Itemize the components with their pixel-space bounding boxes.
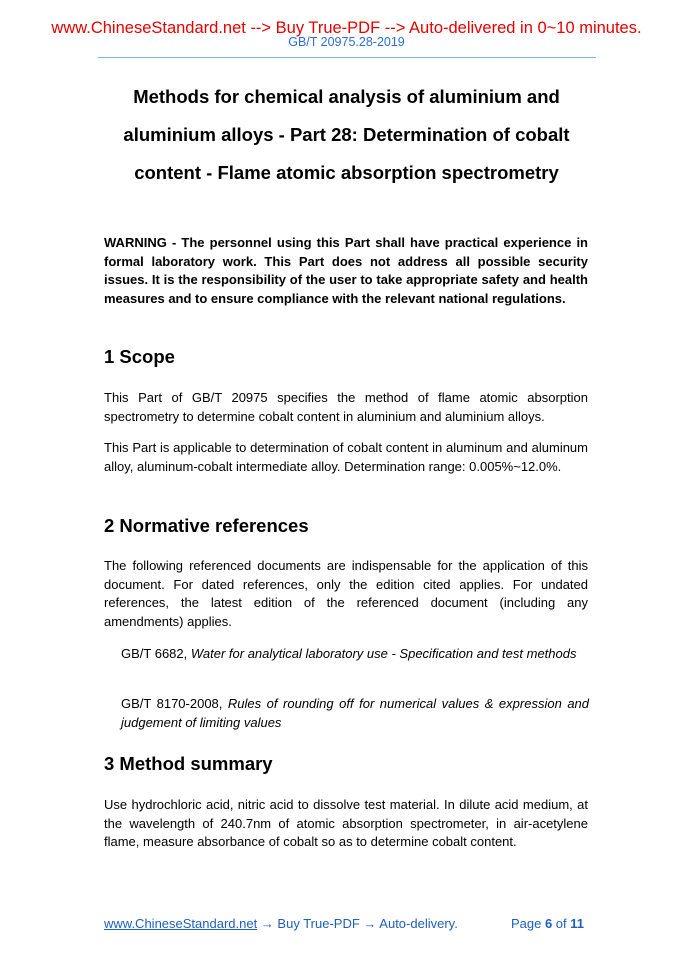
reference-code: GB/T 8170-2008, [121,696,228,711]
promo-banner[interactable]: www.ChineseStandard.net --> Buy True-PDF --> Auto-delivered in 0~10 minutes. [51,19,642,37]
page-total: 11 [570,916,584,931]
warning-paragraph: WARNING - The personnel using this Part shall have practical experience in formal laboratory work. This Part does not address all possible security issues. It is the responsibility of the user to take appropriate safety and health measures and to ensure compliance with the relevant national regulations. [104,235,588,306]
title-line-1: Methods for chemical analysis of aluminium and [133,86,560,107]
reference-item-2 [121,695,589,732]
heading-scope: 1 Scope [104,346,175,367]
heading-normative-references: 2 Normative references [104,515,309,536]
header-divider [98,57,596,58]
reference-title: Rules of rounding off for numerical values & expression and judgement of limiting values [121,696,590,730]
standard-code: GB/T 20975.28-2019 [288,35,405,49]
scope-paragraph-2: This Part is applicable to determination of cobalt content in aluminum and aluminum alloy, aluminum-cobalt intermediate alloy. Determination range: 0.005%~12.0%. [104,440,588,474]
document-title [100,78,593,192]
page-of: of [552,916,571,931]
title-line-2: aluminium alloys - Part 28: Determination of cobalt [123,124,570,145]
page-current: 6 [544,916,553,931]
reference-item-1 [121,645,589,664]
title-line-3: content - Flame atomic absorption spectrometry [134,162,559,183]
footer-text: → Buy True-PDF → Auto-delivery. [257,916,458,931]
page-number [511,916,584,931]
page-footer [104,916,584,931]
heading-method-summary: 3 Method summary [104,753,273,774]
reference-title: Water for analytical laboratory use - Specification and test methods [190,646,577,661]
scope-paragraph-1: This Part of GB/T 20975 specifies the method of flame atomic absorption spectrometry to determine cobalt content in aluminium and aluminium alloys. [104,390,588,424]
footer-link[interactable]: www.ChineseStandard.net [104,916,258,931]
reference-code: GB/T 6682, [121,646,191,661]
normative-paragraph: The following referenced documents are indispensable for the application of this document. For dated references, only the edition cited applies. For undated references, the latest edition of the referenced document (including any amendments) applies. [104,558,588,629]
page-label: Page [510,916,545,931]
method-paragraph: Use hydrochloric acid, nitric acid to dissolve test material. In dilute acid medium, at the wavelength of 240.7nm of atomic absorption spectrometer, in air-acetylene flame, measure absorbance of cobalt so as to determine cobalt content. [104,797,588,849]
